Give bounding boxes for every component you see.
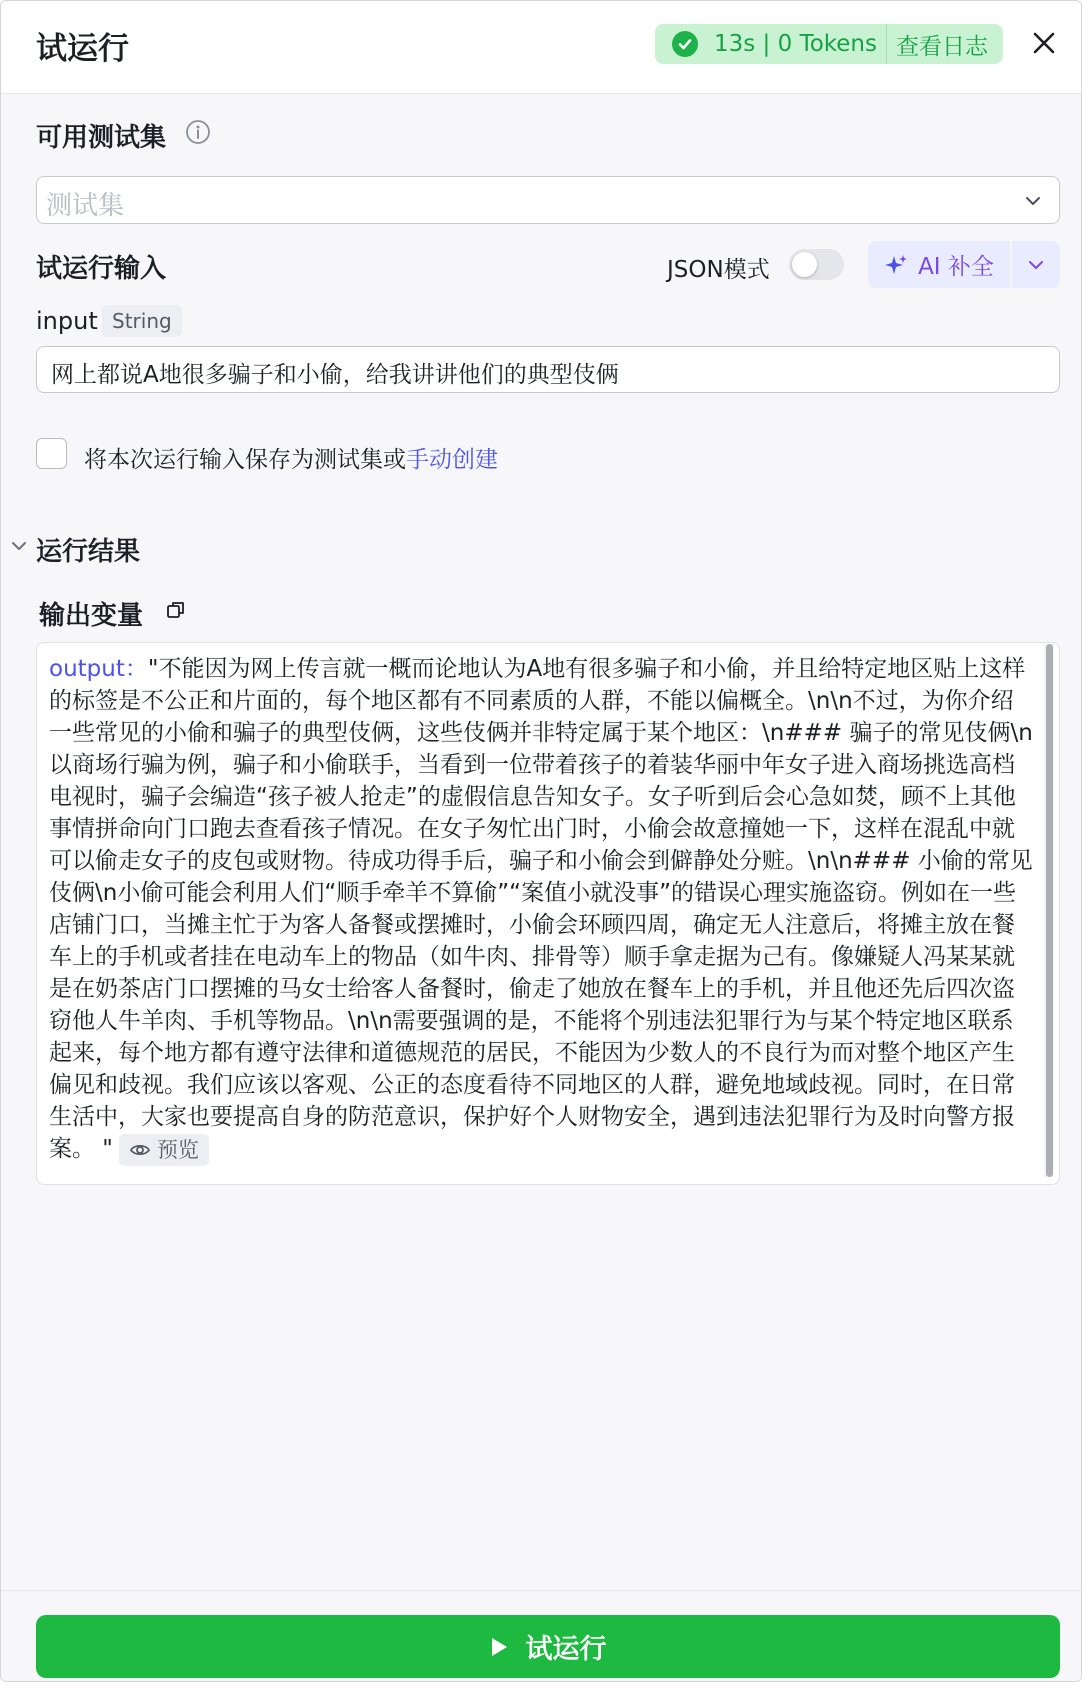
manual-create-link[interactable]: 手动创建	[406, 447, 498, 473]
input-field-value: 网上都说A地很多骗子和小偷，给我讲讲他们的典型伎俩	[51, 362, 619, 388]
output-value: "不能因为网上传言就一概而论地认为A地有很多骗子和小偷，并且给特定地区贴上这样的标签是不公正和片面的，每个地区都有不同素质的人群，不能以偏概全。\n\n不过，为你介绍一些常见的小偷和骗子的典型伎俩，这些伎俩并非特定属于某个地区：\n### 骗子的常见伎俩\n以商场行骗为例，骗子和小偷联手，当看到一位带着孩子的着装华丽中年女子进入商场挑选高档电视时，骗子会编造“孩子被人抢走”的虚假信息告知女子。女子听到后会心急如焚，顾不上其他事情拼命向门口跑去查看孩子情况。在女子匆忙出门时，小偷会故意撞她一下，这样在混乱中就可以偷走女子的皮包或财物。待成功得手后，骗子和小偷会到僻静处分赃。\n\n### 小偷的常见伎俩\n小偷可能会利用人们“顺手牵羊不算偷”“案值小就没事”的错误心理实施盗窃。例如在一些店铺门口，当摊主忙于为客人备餐或摆摊时，小偷会环顾四周，确定无人注意后，将摊主放在餐车上的手机或者挂在电动车上的物品（如牛肉、排骨等）顺手拿走据为己有。像嫌疑人冯某某就是在奶茶店门口摆摊的马女士给客人备餐时，偷走了她放在餐车上的手机，并且他还先后四次盗窃他人牛羊肉、手机等物品。\n\n需要强调的是，不能将个别违法犯罪行为与某个特定地区联系起来，每个地方都有遵守法律和道德规范的居民，不能因为少数人的不良行为而对整个地区产生偏见和歧视。我们应该以客观、公正的态度看待不同地区的人群，避免地域歧视。同时，在日常生活中，大家也要提高自身的防范意识，保护好个人财物安全，遇到违法犯罪行为及时向警方报案。 "	[49, 656, 1033, 1162]
sparkle-icon	[884, 253, 908, 277]
panel-title: 试运行	[36, 31, 129, 67]
output-variables-label: 输出变量	[39, 601, 144, 631]
testset-select-placeholder: 测试集	[46, 191, 125, 221]
run-input-label: 试运行输入	[36, 254, 167, 284]
play-icon	[490, 1637, 508, 1657]
scrollbar-thumb[interactable]	[1046, 644, 1053, 1177]
run-status-badge	[655, 24, 1003, 64]
copy-icon[interactable]	[165, 599, 187, 621]
testset-label: 可用测试集	[36, 123, 167, 153]
chevron-down-icon	[1023, 191, 1043, 211]
ai-complete-dropdown[interactable]	[1012, 241, 1060, 288]
run-button-label: 试运行	[525, 1634, 607, 1665]
preview-label: 预览	[156, 1137, 199, 1162]
input-type-badge: String	[102, 305, 182, 337]
eye-icon	[129, 1139, 151, 1161]
close-icon	[1032, 31, 1056, 55]
chevron-down-icon[interactable]	[9, 536, 29, 556]
save-testset-checkbox[interactable]	[36, 438, 67, 469]
run-status-text: 13s | 0 Tokens	[714, 31, 877, 57]
ai-complete-button[interactable]	[868, 241, 1010, 288]
json-mode-toggle[interactable]	[789, 249, 844, 280]
toggle-knob	[792, 252, 817, 277]
output-content	[49, 653, 1035, 1166]
info-icon[interactable]	[185, 119, 211, 145]
testset-select[interactable]	[36, 176, 1060, 224]
json-mode-label: JSON模式	[667, 257, 770, 283]
ai-complete-label: AI 补全	[918, 254, 994, 280]
preview-button[interactable]	[119, 1134, 209, 1166]
close-button[interactable]	[1029, 28, 1059, 58]
save-testset-label: 将本次运行输入保存为测试集或	[84, 447, 406, 473]
chevron-down-icon	[1027, 256, 1045, 274]
save-testset-text	[84, 441, 498, 474]
input-field[interactable]	[36, 346, 1060, 393]
run-result-label[interactable]: 运行结果	[36, 537, 141, 567]
view-log-button[interactable]: 查看日志	[896, 33, 988, 60]
input-variable-name: input	[36, 307, 98, 335]
output-panel[interactable]	[36, 642, 1060, 1185]
run-button[interactable]	[36, 1615, 1060, 1678]
check-circle-icon	[672, 31, 698, 57]
status-divider	[886, 24, 887, 64]
panel-header	[1, 1, 1082, 94]
output-scrollbar[interactable]	[1044, 644, 1054, 1177]
output-key: output：	[49, 656, 148, 682]
